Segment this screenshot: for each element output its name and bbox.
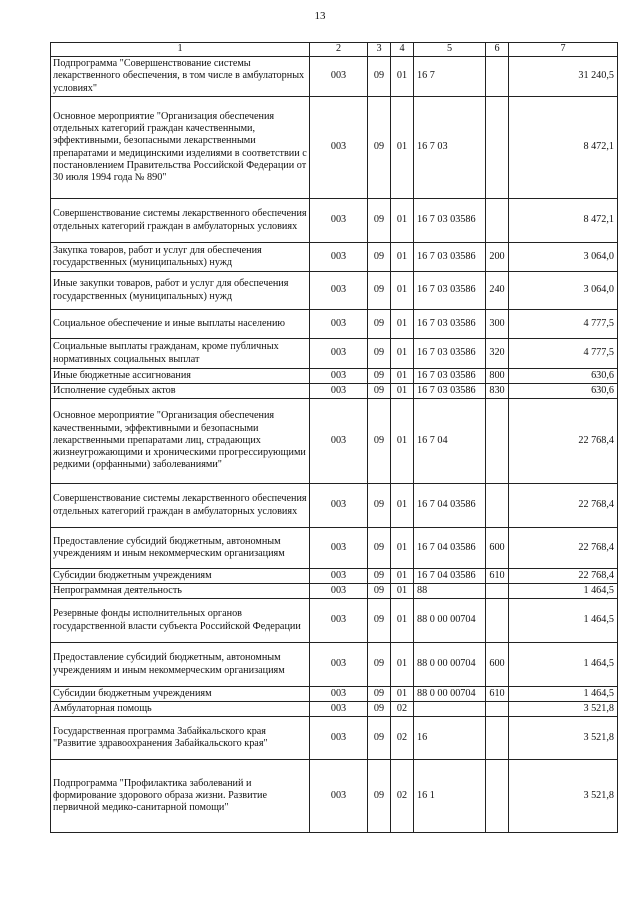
table-row [51,643,618,687]
cell-expense-type: 610 [486,687,509,702]
cell-target-article: 16 [414,717,486,760]
cell-name: Субсидии бюджетным учреждениям [51,569,310,584]
table-row [51,384,618,399]
cell-name: Резервные фонды исполнительных органов государственной власти субъекта Российской Федерации [51,599,310,643]
cell-admin-code: 003 [310,599,368,643]
cell-expense-type: 200 [486,243,509,272]
cell-section: 09 [368,199,391,243]
cell-subsection: 01 [391,384,414,399]
cell-amount: 31 240,5 [509,57,618,97]
cell-target-article: 16 7 03 03586 [414,272,486,310]
cell-name: Амбулаторная помощь [51,702,310,717]
cell-expense-type: 600 [486,528,509,569]
cell-amount: 22 768,4 [509,484,618,528]
cell-name: Государственная программа Забайкальского края "Развитие здравоохранения Забайкальского края" [51,717,310,760]
cell-subsection: 01 [391,399,414,484]
budget-table [50,42,618,833]
cell-target-article: 16 7 03 03586 [414,339,486,369]
cell-expense-type [486,760,509,833]
cell-admin-code: 003 [310,643,368,687]
table-row [51,599,618,643]
cell-target-article: 16 7 04 03586 [414,528,486,569]
cell-section: 09 [368,687,391,702]
cell-subsection: 01 [391,199,414,243]
column-header: 6 [486,43,509,57]
cell-expense-type [486,702,509,717]
column-header: 2 [310,43,368,57]
cell-section: 09 [368,484,391,528]
cell-target-article: 88 0 00 00704 [414,643,486,687]
column-header: 5 [414,43,486,57]
cell-target-article: 16 7 03 03586 [414,369,486,384]
cell-name: Предоставление субсидий бюджетным, автономным учреждениям и иным некоммерческим организациям [51,643,310,687]
cell-admin-code: 003 [310,760,368,833]
cell-name: Основное мероприятие "Организация обеспечения качественными, эффективными и безопасными лекарственными препаратами лиц, страдающих жизнеугрожающими и хроническими прогрессирующими редкими (орфанными) заболеваниями" [51,399,310,484]
cell-admin-code: 003 [310,339,368,369]
cell-section: 09 [368,57,391,97]
table-row [51,57,618,97]
cell-admin-code: 003 [310,199,368,243]
cell-subsection: 01 [391,57,414,97]
column-header: 7 [509,43,618,57]
cell-name: Совершенствование системы лекарственного обеспечения отдельных категорий граждан в амбулаторных условиях [51,199,310,243]
cell-amount: 630,6 [509,369,618,384]
cell-amount: 3 064,0 [509,243,618,272]
cell-subsection: 01 [391,243,414,272]
cell-section: 09 [368,528,391,569]
cell-target-article [414,702,486,717]
cell-target-article: 16 7 03 [414,97,486,199]
cell-subsection: 01 [391,599,414,643]
cell-target-article: 16 7 03 03586 [414,199,486,243]
cell-name: Социальные выплаты гражданам, кроме публичных нормативных социальных выплат [51,339,310,369]
cell-admin-code: 003 [310,584,368,599]
table-row [51,339,618,369]
cell-amount: 3 064,0 [509,272,618,310]
table-row [51,717,618,760]
cell-target-article: 16 7 04 03586 [414,484,486,528]
table-row [51,484,618,528]
cell-expense-type: 830 [486,384,509,399]
cell-section: 09 [368,643,391,687]
cell-amount: 22 768,4 [509,399,618,484]
cell-expense-type [486,97,509,199]
table-row [51,528,618,569]
cell-expense-type: 610 [486,569,509,584]
cell-admin-code: 003 [310,384,368,399]
cell-amount: 4 777,5 [509,310,618,339]
cell-amount: 8 472,1 [509,199,618,243]
cell-target-article: 16 7 [414,57,486,97]
cell-name: Иные бюджетные ассигнования [51,369,310,384]
cell-admin-code: 003 [310,717,368,760]
column-header: 3 [368,43,391,57]
cell-section: 09 [368,369,391,384]
cell-amount: 22 768,4 [509,528,618,569]
cell-section: 09 [368,384,391,399]
cell-expense-type [486,599,509,643]
cell-section: 09 [368,97,391,199]
table-row [51,702,618,717]
cell-subsection: 01 [391,369,414,384]
cell-section: 09 [368,339,391,369]
cell-expense-type: 600 [486,643,509,687]
cell-expense-type [486,584,509,599]
cell-section: 09 [368,584,391,599]
table-row [51,369,618,384]
table-row [51,687,618,702]
cell-amount: 22 768,4 [509,569,618,584]
cell-section: 09 [368,272,391,310]
cell-admin-code: 003 [310,243,368,272]
cell-subsection: 01 [391,569,414,584]
cell-name: Субсидии бюджетным учреждениям [51,687,310,702]
cell-subsection: 01 [391,97,414,199]
table-row [51,584,618,599]
cell-amount: 4 777,5 [509,339,618,369]
cell-name: Предоставление субсидий бюджетным, автономным учреждениям и иным некоммерческим организациям [51,528,310,569]
table-row [51,199,618,243]
cell-subsection: 02 [391,702,414,717]
cell-subsection: 01 [391,339,414,369]
cell-subsection: 02 [391,760,414,833]
cell-admin-code: 003 [310,369,368,384]
table-row [51,760,618,833]
cell-expense-type [486,57,509,97]
cell-expense-type: 300 [486,310,509,339]
cell-name: Непрограммная деятельность [51,584,310,599]
cell-amount: 1 464,5 [509,584,618,599]
cell-amount: 1 464,5 [509,643,618,687]
cell-amount: 630,6 [509,384,618,399]
cell-name: Основное мероприятие "Организация обеспечения отдельных категорий граждан качественными, эффективными, безопасными лекарственными препаратами и медицинскими изделиями в соответствии с постановлением Правительства Российской Федерации от 30 июля 1994 года № 890" [51,97,310,199]
cell-admin-code: 003 [310,702,368,717]
cell-subsection: 01 [391,310,414,339]
cell-subsection: 01 [391,528,414,569]
column-header: 4 [391,43,414,57]
cell-section: 09 [368,569,391,584]
table-row [51,310,618,339]
cell-name: Закупка товаров, работ и услуг для обеспечения государственных (муниципальных) нужд [51,243,310,272]
cell-name: Исполнение судебных актов [51,384,310,399]
cell-expense-type [486,199,509,243]
cell-target-article: 16 7 04 [414,399,486,484]
table-row [51,272,618,310]
cell-expense-type: 800 [486,369,509,384]
cell-target-article: 88 0 00 00704 [414,687,486,702]
cell-expense-type: 320 [486,339,509,369]
cell-name: Иные закупки товаров, работ и услуг для обеспечения государственных (муниципальных) нужд [51,272,310,310]
cell-expense-type [486,717,509,760]
cell-amount: 3 521,8 [509,702,618,717]
cell-section: 09 [368,243,391,272]
cell-amount: 1 464,5 [509,599,618,643]
cell-admin-code: 003 [310,57,368,97]
cell-admin-code: 003 [310,687,368,702]
cell-admin-code: 003 [310,272,368,310]
cell-admin-code: 003 [310,484,368,528]
cell-amount: 1 464,5 [509,687,618,702]
cell-expense-type [486,484,509,528]
cell-target-article: 16 1 [414,760,486,833]
cell-amount: 3 521,8 [509,717,618,760]
table-row [51,97,618,199]
cell-target-article: 88 [414,584,486,599]
table-row [51,569,618,584]
cell-name: Подпрограмма "Совершенствование системы лекарственного обеспечения, в том числе в амбулаторных условиях" [51,57,310,97]
column-header: 1 [51,43,310,57]
table-row [51,399,618,484]
cell-amount: 8 472,1 [509,97,618,199]
cell-section: 09 [368,760,391,833]
cell-target-article: 88 0 00 00704 [414,599,486,643]
cell-name: Социальное обеспечение и иные выплаты населению [51,310,310,339]
cell-section: 09 [368,310,391,339]
cell-target-article: 16 7 04 03586 [414,569,486,584]
cell-subsection: 01 [391,643,414,687]
cell-section: 09 [368,702,391,717]
cell-subsection: 01 [391,687,414,702]
cell-expense-type: 240 [486,272,509,310]
cell-section: 09 [368,599,391,643]
cell-amount: 3 521,8 [509,760,618,833]
cell-subsection: 01 [391,584,414,599]
cell-admin-code: 003 [310,528,368,569]
cell-name: Совершенствование системы лекарственного обеспечения отдельных категорий граждан в амбулаторных условиях [51,484,310,528]
cell-subsection: 01 [391,484,414,528]
cell-admin-code: 003 [310,310,368,339]
cell-section: 09 [368,717,391,760]
cell-admin-code: 003 [310,569,368,584]
cell-admin-code: 003 [310,399,368,484]
cell-expense-type [486,399,509,484]
cell-target-article: 16 7 03 03586 [414,310,486,339]
page-number: 13 [314,10,326,22]
cell-admin-code: 003 [310,97,368,199]
table-header-row [51,43,618,57]
cell-target-article: 16 7 03 03586 [414,243,486,272]
table-row [51,243,618,272]
cell-section: 09 [368,399,391,484]
cell-target-article: 16 7 03 03586 [414,384,486,399]
cell-subsection: 02 [391,717,414,760]
cell-name: Подпрограмма "Профилактика заболеваний и формирование здорового образа жизни. Развитие первичной медико-санитарной помощи" [51,760,310,833]
cell-subsection: 01 [391,272,414,310]
